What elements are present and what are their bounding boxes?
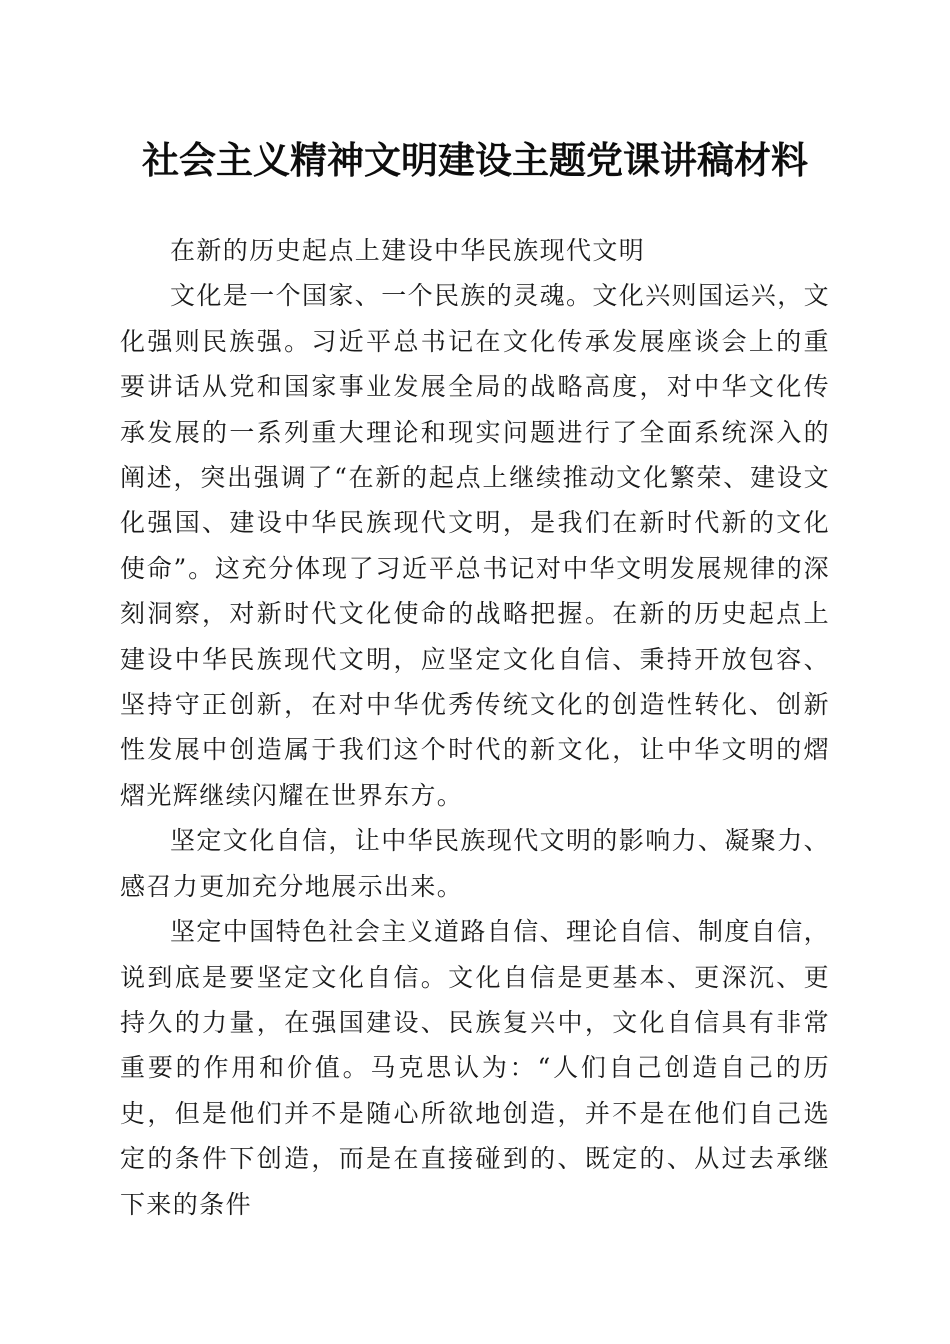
paragraph: 坚定中国特色社会主义道路自信、理论自信、制度自信，说到底是要坚定文化自信。文化自信是更基本、更深沉、更持久的力量，在强国建设、民族复兴中，文化自信具有非常重要的作用和价值。马克思认为：“人们自己创造自己的历史，但是他们并不是随心所欲地创造，并不是在他们自己选定的条件下创造，而是在直接碰到的、既定的、从过去承继下来的条件 (120, 917, 831, 1219)
paragraph: 文化是一个国家、一个民族的灵魂。文化兴则国运兴，文化强则民族强。习近平总书记在文化传承发展座谈会上的重要讲话从党和国家事业发展全局的战略高度，对中华文化传承发展的一系列重大理论和现实问题进行了全面系统深入的阐述，突出强调了“在新的起点上继续推动文化繁荣、建设文化强国、建设中华民族现代文明，是我们在新时代新的文化使命”。这充分体现了习近平总书记对中华文明发展规律的深刻洞察，对新时代文化使命的战略把握。在新的历史起点上建设中华民族现代文明，应坚定文化自信、秉持开放包容、坚持守正创新，在对中华优秀传统文化的创造性转化、创新性发展中创造属于我们这个时代的新文化，让中华文明的熠熠光辉继续闪耀在世界东方。 (120, 281, 831, 810)
document-title: 社会主义精神文明建设主题党课讲稿材料 (142, 138, 808, 182)
paragraph-subheading: 在新的历史起点上建设中华民族现代文明 (170, 236, 646, 265)
document-body (120, 228, 830, 1227)
paragraph: 坚定文化自信，让中华民族现代文明的影响力、凝聚力、感召力更加充分地展示出来。 (120, 826, 831, 901)
